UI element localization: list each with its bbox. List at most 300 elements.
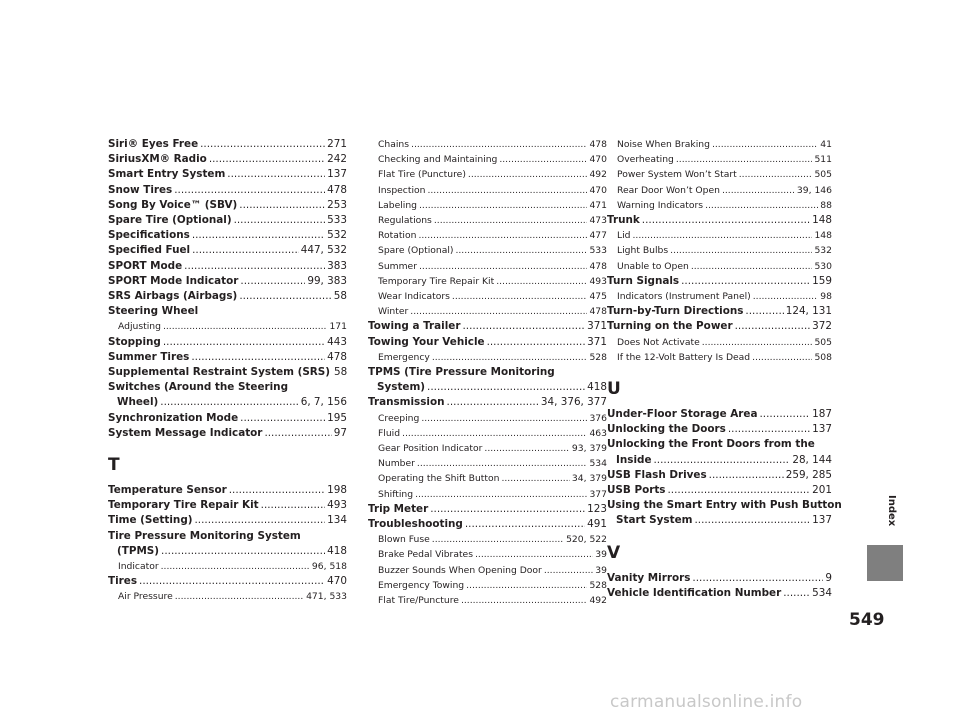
entry-term: Siri® Eyes Free — [108, 138, 199, 150]
page-reference: 505 — [814, 336, 832, 348]
entry-term: Shifting — [378, 488, 414, 500]
leader-dots — [417, 456, 588, 471]
page-reference: 471, 533 — [306, 591, 347, 603]
leader-dots — [702, 335, 813, 350]
page-reference: 41 — [820, 139, 832, 150]
page-reference: 478 — [589, 306, 607, 318]
page-reference: 98 — [820, 291, 832, 303]
entry-term: SPORT Mode Indicator — [108, 274, 239, 287]
page-reference: 93, 379 — [571, 443, 607, 455]
leader-dots — [452, 289, 588, 304]
page-reference: 201 — [812, 484, 832, 497]
page-reference: 253 — [327, 198, 347, 211]
entry-term: Synchronization Mode — [108, 411, 239, 424]
index-subentry — [368, 532, 607, 547]
page-reference: 478 — [327, 350, 347, 363]
entry-term: Tires — [108, 575, 138, 588]
entry-term: Using the Smart Entry with Push Button — [607, 499, 842, 512]
index-entry — [108, 137, 347, 152]
index-entry-continuation — [607, 453, 832, 468]
section-letter: T — [108, 455, 120, 476]
index-entry — [108, 350, 347, 365]
page-reference: 371 — [587, 335, 607, 348]
entry-term: Inside — [616, 453, 652, 466]
entry-term: Trip Meter — [368, 502, 429, 515]
page-reference: 511 — [814, 154, 832, 166]
entry-term: Unlocking the Front Doors from the — [607, 438, 815, 451]
leader-dots — [681, 274, 810, 289]
entry-term: Number — [378, 458, 415, 470]
page-reference: 9 — [825, 571, 832, 584]
index-entry — [108, 198, 347, 213]
leader-dots — [184, 259, 325, 274]
leader-dots — [427, 183, 587, 198]
index-entry — [368, 319, 607, 334]
page-reference: 493 — [589, 275, 607, 287]
entry-term: Summer — [378, 260, 417, 272]
index-subentry — [368, 137, 607, 152]
leader-dots — [654, 453, 791, 468]
leader-dots — [160, 395, 298, 410]
entry-term: Indicators (Instrument Panel) — [617, 291, 751, 303]
leader-dots — [466, 578, 587, 593]
leader-dots — [745, 304, 783, 319]
entry-term: Fluid — [378, 427, 401, 439]
leader-dots — [752, 350, 812, 365]
leader-dots — [418, 228, 587, 243]
page-reference: 418 — [587, 381, 607, 394]
index-entry — [108, 243, 347, 258]
index-entry — [607, 407, 832, 422]
index-entry — [108, 498, 347, 513]
page-reference: 124, 131 — [785, 305, 832, 318]
entry-term: Unable to Open — [617, 260, 689, 272]
leader-dots — [670, 243, 812, 258]
entry-term: Buzzer Sounds When Opening Door — [378, 564, 542, 576]
leader-dots — [709, 468, 784, 483]
page-reference: 39 — [595, 549, 607, 561]
entry-term: Wheel) — [117, 396, 159, 409]
index-entry — [108, 426, 347, 441]
entry-term: (TPMS) — [117, 544, 160, 557]
index-subentry — [607, 183, 832, 198]
leader-dots — [499, 152, 587, 167]
index-entry — [108, 183, 347, 198]
entry-term: Specified Fuel — [108, 244, 191, 257]
entry-term: Overheating — [617, 154, 674, 166]
watermark: carmanualsonline.info — [610, 692, 803, 712]
index-subentry — [368, 578, 607, 593]
entry-term: Creeping — [378, 412, 420, 424]
page-reference: 198 — [327, 484, 347, 497]
entry-term: Regulations — [378, 215, 432, 227]
page-reference: 383 — [327, 259, 347, 272]
page-reference: 372 — [812, 320, 832, 333]
leader-dots — [200, 137, 325, 152]
leader-dots — [642, 213, 810, 228]
entry-term: Warning Indicators — [617, 199, 704, 211]
entry-term: Power System Won’t Start — [617, 169, 737, 181]
leader-dots — [402, 426, 587, 441]
entry-term: Time (Setting) — [108, 514, 193, 527]
index-subentry — [108, 559, 347, 574]
index-subentry — [368, 471, 607, 486]
leader-dots — [421, 411, 587, 426]
leader-dots — [735, 319, 811, 334]
page-reference: 475 — [589, 291, 607, 303]
entry-term: Checking and Maintaining — [378, 154, 498, 166]
index-entry-heading — [607, 498, 842, 513]
entry-term: Wear Indicators — [378, 291, 450, 303]
index-entry — [607, 468, 832, 483]
index-subentry — [368, 441, 607, 456]
leader-dots — [461, 593, 588, 608]
leader-dots — [161, 544, 325, 559]
index-subentry — [368, 198, 607, 213]
page-reference: 242 — [327, 153, 347, 166]
index-entry — [108, 513, 347, 528]
leader-dots — [633, 228, 813, 243]
index-entry-heading — [368, 365, 607, 380]
leader-dots — [419, 259, 587, 274]
entry-term: Light Bulbs — [617, 245, 669, 257]
entry-term: Brake Pedal Vibrates — [378, 549, 473, 561]
leader-dots — [261, 498, 326, 513]
index-subentry — [368, 304, 607, 319]
index-subentry — [368, 183, 607, 198]
index-subentry — [368, 426, 607, 441]
leader-dots — [468, 167, 588, 182]
entry-term: Towing Your Vehicle — [368, 335, 485, 348]
entry-term: System) — [377, 381, 426, 394]
leader-dots — [722, 183, 795, 198]
index-subentry — [368, 593, 607, 608]
page-reference: 478 — [589, 139, 607, 150]
page-reference: 491 — [587, 518, 607, 531]
page-reference: 371 — [587, 320, 607, 333]
page-reference: 99, 383 — [307, 274, 347, 287]
entry-term: Song By Voice™ (SBV) — [108, 198, 238, 211]
index-subentry — [368, 411, 607, 426]
entry-term: Snow Tires — [108, 183, 173, 196]
index-entry — [368, 335, 607, 350]
leader-dots — [240, 274, 305, 289]
leader-dots — [163, 319, 328, 334]
page-reference: 463 — [589, 427, 607, 439]
leader-dots — [195, 513, 326, 528]
index-entry — [607, 571, 832, 586]
page-reference: 134 — [327, 514, 347, 527]
entry-term: System Message Indicator — [108, 426, 263, 439]
index-entry — [108, 365, 347, 380]
index-column-1 — [108, 137, 347, 605]
page-reference: 532 — [327, 229, 347, 242]
index-entry — [368, 502, 607, 517]
page-reference: 88 — [820, 199, 832, 211]
entry-term: Towing a Trailer — [368, 320, 461, 333]
page-reference: 478 — [327, 183, 347, 196]
page-reference: 473 — [589, 215, 607, 227]
entry-term: Unlocking the Doors — [607, 423, 726, 436]
index-subentry — [607, 289, 832, 304]
page-reference: 39, 146 — [796, 184, 832, 196]
leader-dots — [175, 589, 304, 604]
index-entry — [108, 167, 347, 182]
leader-dots — [676, 152, 813, 167]
entry-term: SPORT Mode — [108, 259, 183, 272]
entry-term: Flat Tire/Puncture — [378, 595, 459, 607]
index-entry-heading — [108, 529, 347, 544]
section-letter: U — [607, 379, 621, 400]
index-entry — [108, 259, 347, 274]
index-subentry — [368, 456, 607, 471]
index-tab-marker — [867, 545, 903, 581]
leader-dots — [264, 426, 331, 441]
page-reference: 534 — [812, 586, 832, 599]
page-reference: 148 — [812, 214, 832, 227]
page-reference: 58 — [333, 290, 347, 303]
entry-term: Air Pressure — [118, 591, 173, 603]
leader-dots — [753, 289, 819, 304]
index-subentry — [368, 228, 607, 243]
leader-dots — [712, 137, 818, 152]
index-column-3 — [607, 137, 842, 601]
index-subentry — [607, 243, 832, 258]
leader-dots — [239, 198, 325, 213]
leader-dots — [174, 183, 325, 198]
page-reference: 492 — [589, 595, 607, 607]
index-subentry — [368, 152, 607, 167]
page-reference: 471 — [589, 199, 607, 211]
leader-dots — [465, 517, 585, 532]
entry-term: Summer Tires — [108, 350, 190, 363]
page-reference: 97 — [333, 426, 347, 439]
index-entry — [108, 152, 347, 167]
page-reference: 137 — [812, 423, 832, 436]
entry-term: USB Ports — [607, 484, 666, 497]
entry-term: Does Not Activate — [617, 336, 700, 348]
page-reference: 187 — [812, 408, 832, 421]
index-subentry — [108, 589, 347, 604]
index-subentry — [607, 198, 832, 213]
entry-term: Winter — [378, 306, 409, 318]
leader-dots — [430, 502, 585, 517]
page-reference: 532 — [814, 245, 832, 257]
index-entry — [607, 483, 832, 498]
entry-term: Flat Tire (Puncture) — [378, 169, 466, 181]
index-subentry — [607, 335, 832, 350]
page-reference: 171 — [329, 321, 347, 333]
entry-term: Gear Position Indicator — [378, 443, 483, 455]
leader-dots — [501, 471, 569, 486]
index-subentry — [607, 259, 832, 274]
index-subentry — [607, 137, 832, 152]
leader-dots — [419, 198, 587, 213]
index-entry — [607, 274, 832, 289]
index-subentry — [607, 228, 832, 243]
entry-term: Trunk — [607, 214, 640, 227]
page-reference: 443 — [327, 335, 347, 348]
index-entry — [108, 574, 347, 589]
entry-term: Steering Wheel — [108, 305, 199, 318]
leader-dots — [760, 407, 811, 422]
entry-term: Blown Fuse — [378, 534, 430, 546]
index-entry — [607, 304, 832, 319]
page-reference: 39 — [595, 564, 607, 576]
page-reference: 533 — [327, 214, 347, 227]
leader-dots — [705, 198, 818, 213]
page-reference: 470 — [589, 154, 607, 166]
entry-term: Labeling — [378, 199, 417, 211]
page-reference: 520, 522 — [566, 534, 607, 546]
page-reference: 477 — [589, 230, 607, 242]
page-reference: 534 — [589, 458, 607, 470]
entry-term: Chains — [378, 139, 410, 150]
entry-term: Emergency — [378, 351, 430, 363]
leader-dots — [475, 547, 593, 562]
section-letter: V — [607, 542, 621, 563]
entry-term: Rotation — [378, 230, 417, 242]
index-entry — [108, 289, 347, 304]
index-entry-heading — [108, 304, 347, 319]
leader-dots — [487, 335, 586, 350]
index-subentry — [368, 563, 607, 578]
leader-dots — [455, 243, 587, 258]
page-reference: 123 — [587, 502, 607, 515]
page-reference: 470 — [327, 575, 347, 588]
leader-dots — [191, 350, 325, 365]
leader-dots — [544, 563, 593, 578]
index-entry-continuation — [108, 544, 347, 559]
entry-term: Troubleshooting — [368, 518, 463, 531]
index-subentry — [368, 213, 607, 228]
page-reference: 376 — [589, 412, 607, 424]
entry-term: Adjusting — [118, 321, 161, 333]
leader-dots — [163, 335, 325, 350]
leader-dots — [691, 259, 813, 274]
page-reference: 6, 7, 156 — [300, 396, 347, 409]
leader-dots — [234, 213, 326, 228]
index-entry-continuation — [368, 380, 607, 395]
leader-dots — [739, 167, 813, 182]
entry-term: Emergency Towing — [378, 579, 465, 591]
entry-term: Turn Signals — [607, 274, 680, 287]
page-reference: 159 — [812, 274, 832, 287]
index-entry — [108, 228, 347, 243]
page-number: 549 — [849, 610, 885, 630]
entry-term: Temporary Tire Repair Kit — [108, 499, 259, 512]
page-reference: 505 — [814, 169, 832, 181]
leader-dots — [139, 574, 325, 589]
page-reference: 528 — [589, 351, 607, 363]
index-entry — [607, 319, 832, 334]
leader-dots — [239, 289, 331, 304]
index-subentry — [368, 487, 607, 502]
leader-dots — [434, 213, 588, 228]
entry-term: SiriusXM® Radio — [108, 153, 207, 166]
leader-dots — [432, 350, 588, 365]
page-reference: 137 — [812, 514, 832, 527]
entry-term: Start System — [616, 514, 693, 527]
leader-dots — [415, 487, 587, 502]
index-entry — [368, 517, 607, 532]
entry-term: If the 12-Volt Battery Is Dead — [617, 351, 751, 363]
leader-dots — [694, 513, 810, 528]
index-subentry — [368, 259, 607, 274]
leader-dots — [229, 483, 325, 498]
entry-term: Vehicle Identification Number — [607, 586, 782, 599]
index-entry — [607, 586, 832, 601]
index-entry-continuation — [607, 513, 832, 528]
leader-dots — [432, 532, 564, 547]
index-subentry — [368, 289, 607, 304]
entry-term: Under-Floor Storage Area — [607, 408, 758, 421]
page-reference: 493 — [327, 499, 347, 512]
index-entry-heading — [108, 380, 347, 395]
entry-term: Specifications — [108, 229, 190, 242]
page-reference: 530 — [814, 260, 832, 272]
page-reference: 148 — [814, 230, 832, 242]
page-reference: 377 — [589, 488, 607, 500]
entry-term: USB Flash Drives — [607, 468, 707, 481]
entry-term: Inspection — [378, 184, 426, 196]
page-reference: 508 — [814, 351, 832, 363]
page-reference: 533 — [589, 245, 607, 257]
entry-term: Supplemental Restraint System (SRS) — [108, 366, 331, 379]
index-column-2 — [368, 137, 607, 608]
entry-term: Operating the Shift Button — [378, 473, 500, 485]
leader-dots — [192, 243, 299, 258]
index-subentry — [607, 350, 832, 365]
leader-dots — [496, 274, 587, 289]
entry-term: Temperature Sensor — [108, 484, 227, 497]
index-subentry — [368, 167, 607, 182]
page-reference: 418 — [327, 544, 347, 557]
leader-dots — [462, 319, 585, 334]
leader-dots — [192, 228, 325, 243]
entry-term: Turn-by-Turn Directions — [607, 305, 744, 318]
page-reference: 447, 532 — [300, 244, 347, 257]
entry-term: Temporary Tire Repair Kit — [378, 275, 495, 287]
leader-dots — [427, 380, 585, 395]
index-entry — [108, 274, 347, 289]
entry-term: Rear Door Won’t Open — [617, 184, 720, 196]
entry-term: Turning on the Power — [607, 320, 733, 333]
page-reference: 34, 376, 377 — [540, 396, 607, 409]
page-reference: 478 — [589, 260, 607, 272]
leader-dots — [668, 483, 811, 498]
entry-term: Noise When Braking — [617, 139, 710, 150]
page-reference: 28, 144 — [792, 453, 832, 466]
page-reference: 96, 518 — [311, 561, 347, 573]
index-entry — [108, 483, 347, 498]
index-subentry — [368, 350, 607, 365]
index-entry — [368, 395, 607, 410]
index-subentry — [108, 319, 347, 334]
page-reference: 470 — [589, 184, 607, 196]
page-reference: 271 — [327, 138, 347, 150]
page-reference: 259, 285 — [785, 468, 832, 481]
entry-term: Tire Pressure Monitoring System — [108, 529, 301, 542]
page-reference: 528 — [589, 579, 607, 591]
entry-term: Smart Entry System — [108, 168, 226, 181]
leader-dots — [411, 137, 587, 152]
entry-term: Lid — [617, 230, 631, 242]
index-subentry — [368, 243, 607, 258]
entry-term: TPMS (Tire Pressure Monitoring — [368, 366, 555, 379]
index-entry — [108, 335, 347, 350]
index-subentry — [368, 547, 607, 562]
